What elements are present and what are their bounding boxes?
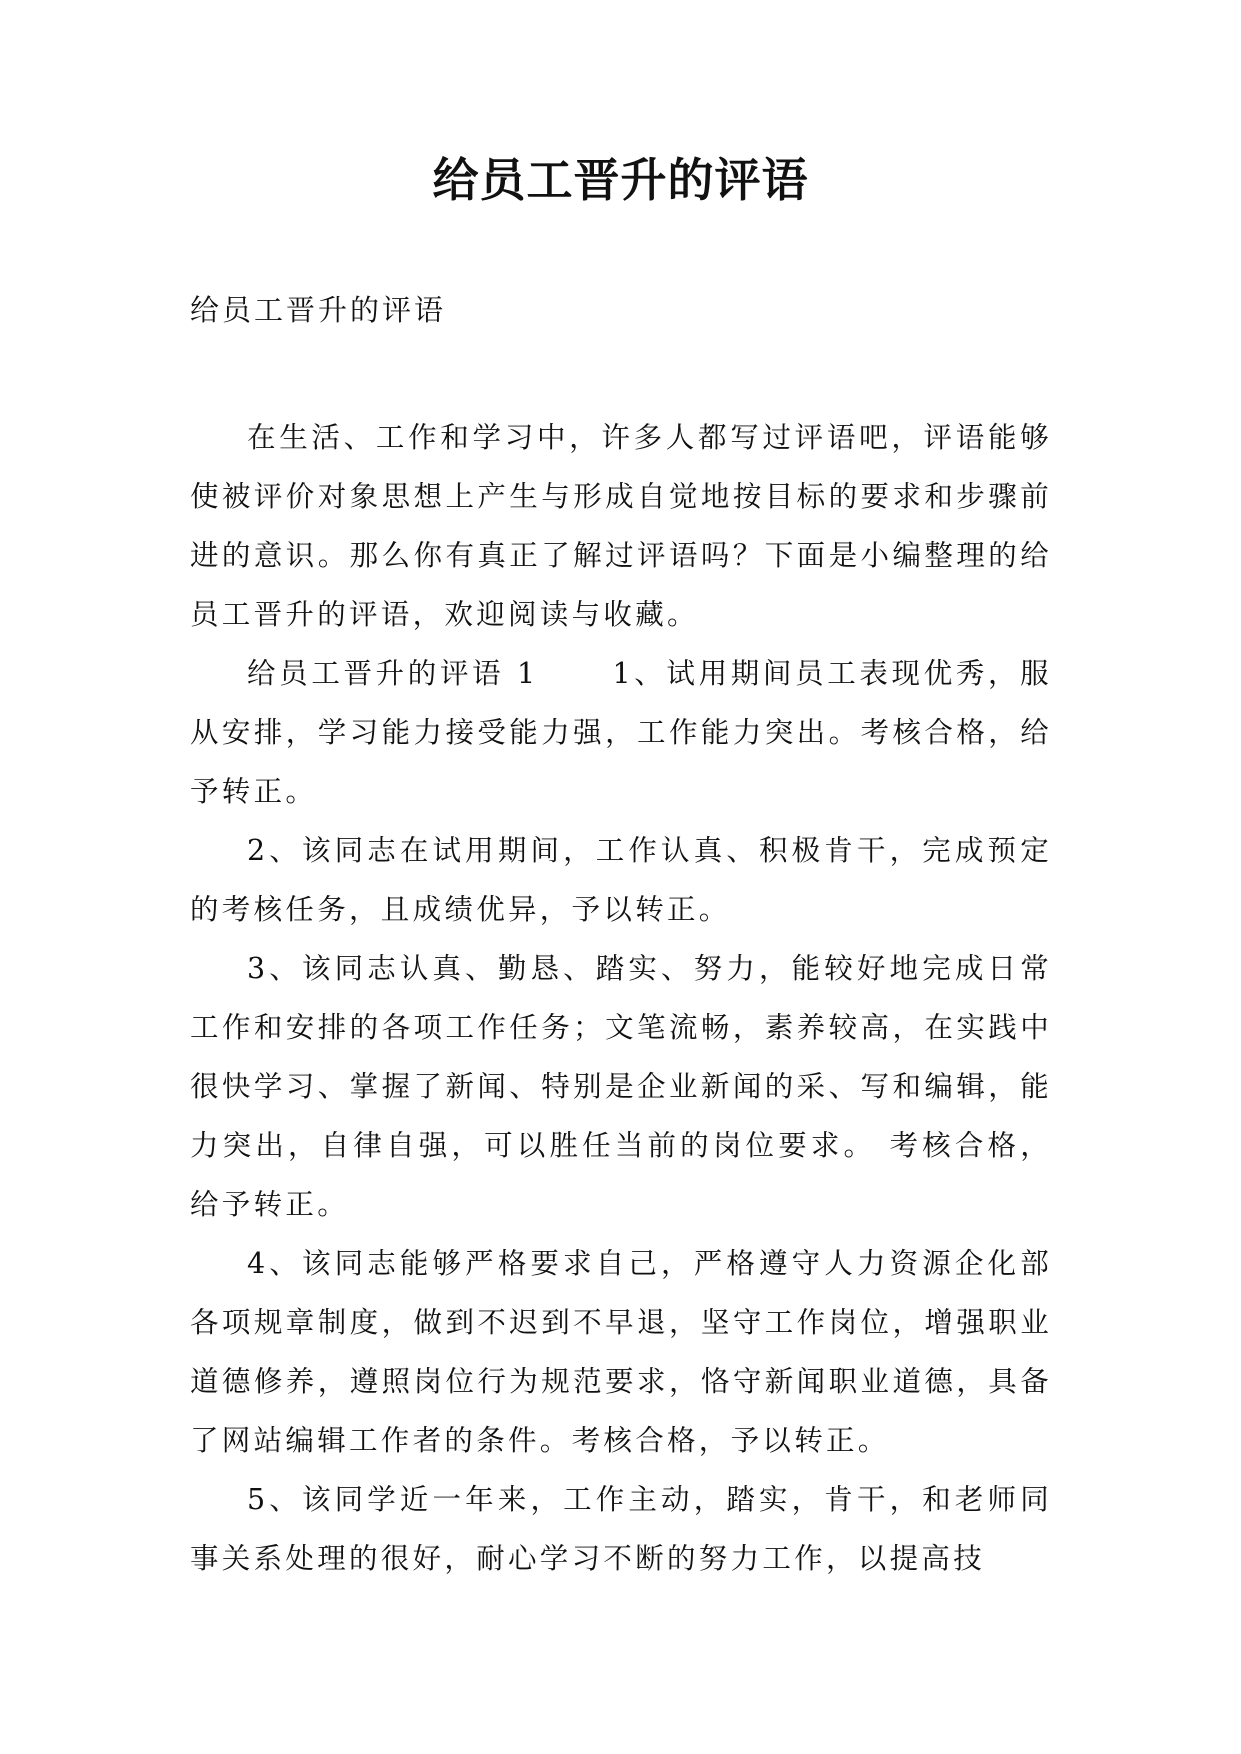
item-paragraph-1 <box>190 644 1052 821</box>
item-paragraph-2: 2、该同志在试用期间，工作认真、积极肯干，完成预定的考核任务，且成绩优异，予以转正。 <box>190 834 1052 926</box>
document-title: 给员工晋升的评语 <box>432 153 809 207</box>
intro-paragraph: 在生活、工作和学习中，许多人都写过评语吧，评语能够使被评价对象思想上产生与形成自觉地按目标的要求和步骤前进的意识。那么你有真正了解过评语吗？下面是小编整理的给员工晋升的评语，欢迎阅读与收藏。 <box>190 421 1052 631</box>
item-paragraph-3: 3、该同志认真、勤恳、踏实、努力，能较好地完成日常工作和安排的各项工作任务；文笔流畅，素养较高，在实践中很快学习、掌握了新闻、特别是企业新闻的采、写和编辑，能力突出，自律自强，可以胜任当前的岗位要求。 考核合格，给予转正。 <box>190 952 1052 1221</box>
item-paragraph-5: 5、该同学近一年来，工作主动，踏实，肯干，和老师同事关系处理的很好，耐心学习不断的努力工作，以提高技 <box>190 1483 1052 1575</box>
item-1-text: 1、试用期间员工表现优秀，服从安排，学习能力接受能力强，工作能力突出。考核合格，给予转正。 <box>190 657 1052 808</box>
document-body <box>190 408 1052 1588</box>
section-heading: 给员工晋升的评语 1 <box>247 657 539 690</box>
document-subtitle: 给员工晋升的评语 <box>190 293 447 327</box>
item-paragraph-4: 4、该同志能够严格要求自己，严格遵守人力资源企化部各项规章制度，做到不迟到不早退，坚守工作岗位，增强职业道德修养，遵照岗位行为规范要求，恪守新闻职业道德，具备了网站编辑工作者的条件。考核合格，予以转正。 <box>190 1247 1052 1457</box>
